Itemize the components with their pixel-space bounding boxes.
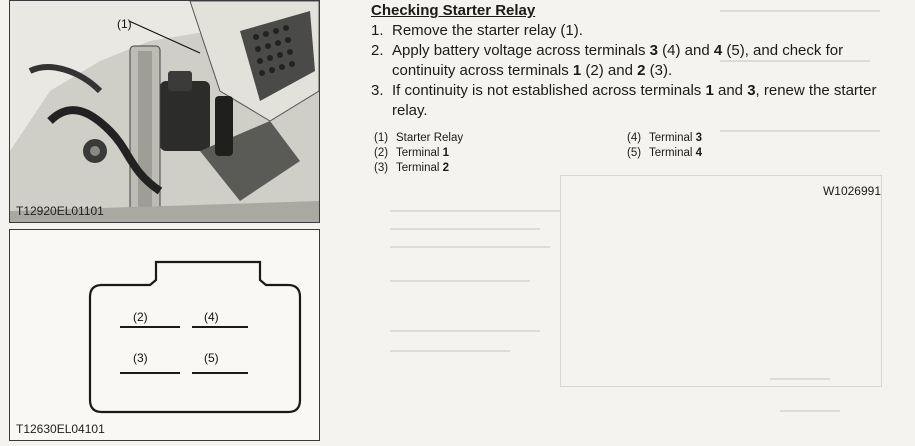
starter-relay-callout: (1)	[117, 17, 132, 31]
bleed-through-line	[720, 10, 880, 12]
legend-item: (4) Terminal 3	[627, 132, 703, 144]
step-number: 2.	[371, 42, 384, 59]
step-text: Apply battery voltage across terminals 3 (4) and 4 (5), and check for continuity across terminals 1 (2) and 2 (3).	[392, 42, 844, 79]
bleed-through-line	[390, 280, 530, 282]
legend-item: (5) Terminal 4	[627, 147, 703, 159]
step-text: Remove the starter relay (1).	[392, 22, 583, 39]
legend-left	[374, 131, 463, 176]
terminal-2-label: (2)	[133, 310, 148, 324]
terminal-5-label: (5)	[204, 351, 219, 365]
terminal-4-label: (4)	[204, 310, 219, 324]
bleed-through-line	[390, 246, 550, 248]
engine-bay-illustration	[10, 1, 319, 222]
bleed-through-line	[390, 350, 510, 352]
bleed-through-line	[780, 410, 840, 412]
procedure-step	[371, 81, 881, 121]
step-number: 3.	[371, 82, 384, 99]
section-title: Checking Starter Relay	[371, 2, 536, 19]
reference-code: W1026991	[822, 184, 881, 198]
legend-item: (2) Terminal 1	[374, 147, 450, 159]
bleed-through-box	[560, 175, 882, 387]
procedure-steps	[371, 21, 881, 121]
procedure-step	[371, 41, 881, 81]
bleed-through-line	[770, 378, 830, 380]
step-number: 1.	[371, 22, 384, 39]
step-text: If continuity is not established across terminals 1 and 3, renew the starter relay.	[392, 82, 877, 119]
bleed-through-line	[390, 210, 560, 212]
legend-right	[627, 131, 702, 161]
bleed-through-line	[720, 130, 880, 132]
bleed-through-line	[390, 330, 540, 332]
legend-item: (3) Terminal 2	[374, 162, 450, 174]
starter-relay-photo-figure	[9, 0, 320, 223]
figure-code: T12920EL01101	[16, 204, 104, 218]
terminal-3-label: (3)	[133, 351, 148, 365]
legend-item: (1) Starter Relay	[374, 132, 464, 144]
figure-code: T12630EL04101	[16, 422, 105, 436]
relay-connector-figure	[9, 229, 320, 441]
procedure-step	[371, 21, 881, 41]
relay-connector-diagram	[10, 230, 319, 440]
bleed-through-line	[390, 228, 540, 230]
